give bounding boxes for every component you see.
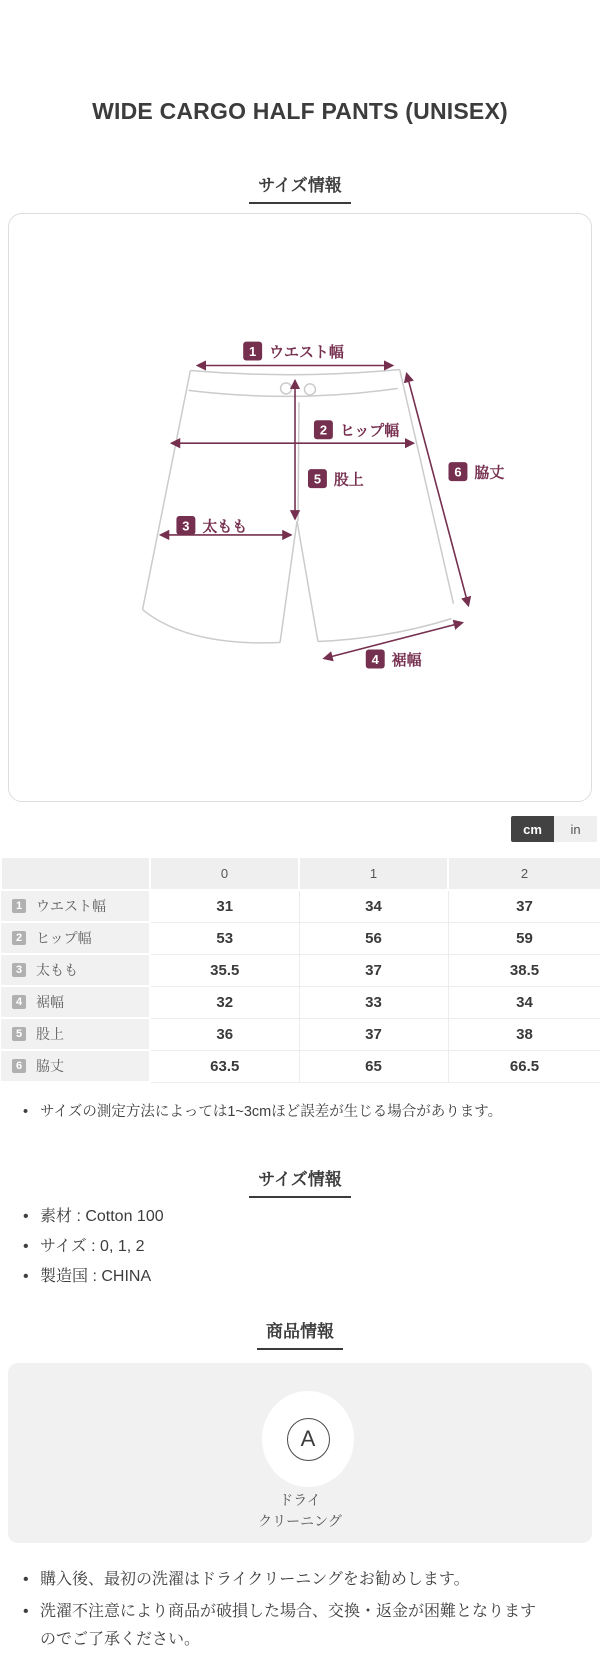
measurement-labels xyxy=(176,342,504,669)
corner-cell xyxy=(1,857,150,890)
cell-value: 35.5 xyxy=(150,954,299,986)
pants-outline xyxy=(143,369,454,642)
cell-value: 56 xyxy=(299,922,448,954)
svg-text:3: 3 xyxy=(182,518,190,534)
label-side-length xyxy=(448,462,504,481)
cell-value: 63.5 xyxy=(150,1050,299,1082)
cell-value: 38 xyxy=(448,1018,600,1050)
table-row xyxy=(1,922,600,954)
unit-in-button[interactable]: in xyxy=(554,816,597,842)
svg-text:ヒップ幅: ヒップ幅 xyxy=(339,422,400,440)
cell-value: 59 xyxy=(448,922,600,954)
waist-button-right xyxy=(304,384,315,395)
row-label: 脇丈 xyxy=(36,1058,64,1074)
cell-value: 38.5 xyxy=(448,954,600,986)
svg-text:2: 2 xyxy=(319,422,328,438)
cell-value: 37 xyxy=(299,1018,448,1050)
cell-value: 36 xyxy=(150,1018,299,1050)
material-item: • 素材 : Cotton 100 xyxy=(0,1202,590,1232)
svg-text:脇丈: 脇丈 xyxy=(474,464,505,482)
country-item: • 製造国 : CHINA xyxy=(0,1262,590,1292)
svg-text:4: 4 xyxy=(371,651,379,667)
row-number-badge: 4 xyxy=(12,995,26,1009)
table-row xyxy=(1,890,600,922)
row-label: ウエスト幅 xyxy=(36,898,106,914)
size-diagram-panel xyxy=(8,213,592,802)
cell-value: 34 xyxy=(299,890,448,922)
cell-value: 37 xyxy=(299,954,448,986)
unit-toggle xyxy=(511,816,597,842)
cell-value: 37 xyxy=(448,890,600,922)
row-number-badge: 6 xyxy=(12,1059,26,1073)
svg-text:5: 5 xyxy=(313,471,322,487)
row-number-badge: 2 xyxy=(12,931,26,945)
washing-note: • 購入後、最初の洗濯はドライクリーニングをお勧めします。 xyxy=(0,1566,545,1594)
svg-text:1: 1 xyxy=(249,344,257,360)
cell-value: 31 xyxy=(150,890,299,922)
table-row xyxy=(1,1050,600,1082)
care-instructions-panel xyxy=(8,1363,592,1543)
unit-cm-button[interactable]: cm xyxy=(511,816,554,842)
svg-text:6: 6 xyxy=(454,464,462,480)
cell-value: 34 xyxy=(448,986,600,1018)
row-label: 太もも xyxy=(36,962,78,978)
cell-value: 66.5 xyxy=(448,1050,600,1082)
info-section-heading: サイズ情報 xyxy=(0,1170,600,1198)
size-note-list xyxy=(0,1098,590,1126)
pants-measurement-diagram xyxy=(9,214,591,801)
table-row xyxy=(1,1018,600,1050)
sizes-item: • サイズ : 0, 1, 2 xyxy=(0,1232,590,1262)
product-section-heading: 商品情報 xyxy=(0,1322,600,1350)
svg-text:裾幅: 裾幅 xyxy=(391,651,422,669)
label-hem xyxy=(366,650,422,669)
product-info-list xyxy=(0,1202,590,1292)
table-row xyxy=(1,954,600,986)
label-thigh xyxy=(176,516,247,535)
washing-note: • 洗濯不注意により商品が破損した場合、交換・返金が困難となりますのでご了承ください。 xyxy=(0,1598,545,1654)
row-label: 裾幅 xyxy=(36,994,64,1010)
row-label: ヒップ幅 xyxy=(36,930,92,946)
size-section-heading: サイズ情報 xyxy=(0,176,600,204)
row-number-badge: 5 xyxy=(12,1027,26,1041)
measurement-arrows xyxy=(160,365,468,658)
size-tolerance-note: • サイズの測定方法によっては1~3cmほど誤差が生じる場合があります。 xyxy=(0,1098,590,1126)
cell-value: 33 xyxy=(299,986,448,1018)
cell-value: 32 xyxy=(150,986,299,1018)
col-size-1: 1 xyxy=(299,857,448,890)
waist-button-left xyxy=(281,383,292,394)
svg-text:太もも: 太もも xyxy=(202,518,248,536)
svg-text:ウエスト幅: ウエスト幅 xyxy=(269,344,344,362)
row-number-badge: 1 xyxy=(12,899,26,913)
row-label: 股上 xyxy=(36,1026,64,1042)
label-rise xyxy=(308,469,364,488)
table-row xyxy=(1,986,600,1018)
col-size-2: 2 xyxy=(448,857,600,890)
washing-notes-list xyxy=(0,1566,560,1658)
side-length-arrow xyxy=(407,373,469,605)
cell-value: 65 xyxy=(299,1050,448,1082)
label-waist xyxy=(243,342,344,361)
dry-cleaning-icon: A xyxy=(287,1418,330,1461)
size-table xyxy=(0,856,600,1083)
label-hip xyxy=(314,420,399,439)
care-symbol-background xyxy=(262,1391,354,1487)
col-size-0: 0 xyxy=(150,857,299,890)
care-label: ドライ クリーニング xyxy=(258,1492,342,1529)
cell-value: 53 xyxy=(150,922,299,954)
page-title: WIDE CARGO HALF PANTS (UNISEX) xyxy=(92,98,508,124)
row-number-badge: 3 xyxy=(12,963,26,977)
size-table-header-row xyxy=(1,857,600,890)
svg-text:股上: 股上 xyxy=(333,471,364,489)
